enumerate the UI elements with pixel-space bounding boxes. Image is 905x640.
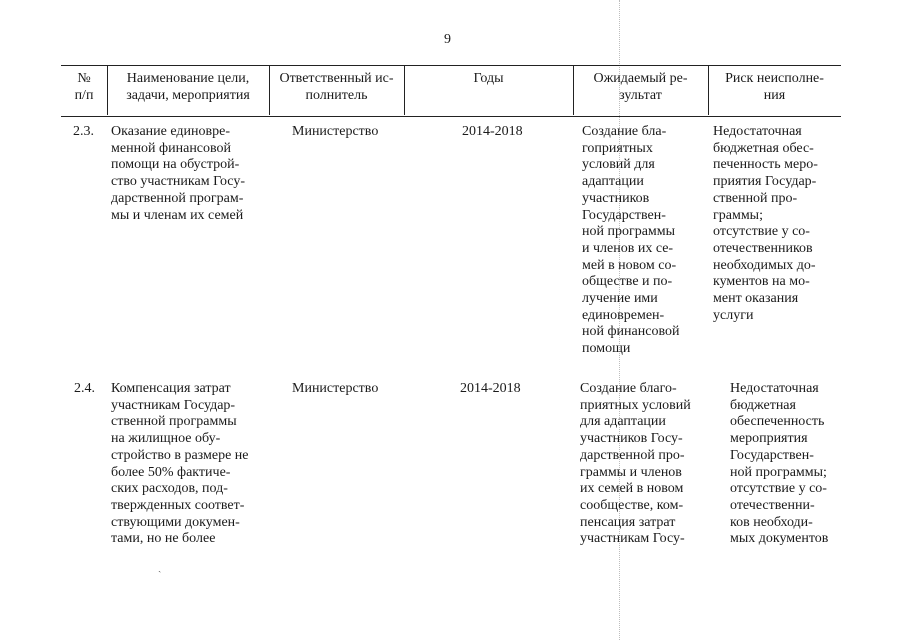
header-risk: Риск неисполне- ния — [725, 71, 824, 103]
row-number: 2.3. — [73, 124, 94, 139]
non-execution-risk: Недостаточная бюджетная обес- печенность меро- приятия Государ- ственной про- граммы; отсутствие у со- отечественников необходимых до- кументов на мо- мент оказания услуги — [713, 124, 818, 323]
header-executor: Ответственный ис- полнитель — [279, 71, 394, 103]
measure-name: Оказание единовре- менной финансовой помощи на обустрой- ство участникам Госу- дарственной програм- мы и членам их семей — [111, 124, 245, 223]
header-num: № п/п — [74, 71, 94, 103]
row-number: 2.4. — [74, 381, 95, 396]
non-execution-risk: Недостаточная бюджетная обеспеченность мероприятия Государствен- ной программы; отсутствие у со- отечественни- ков необходи- мых документов — [730, 381, 829, 547]
header-years: Годы — [473, 71, 504, 86]
table-header — [61, 65, 841, 117]
page-number: 9 — [444, 32, 451, 47]
expected-result: Создание благо- приятных условий для адаптации участников Госу- дарственной про- граммы и членов их семей в новом сообществе, ком- пенсация затрат участникам Госу- — [580, 381, 691, 547]
responsible-executor: Министерство — [292, 381, 379, 396]
header-name: Наименование цели, задачи, мероприятия — [126, 71, 250, 103]
scan-artifact: ˎ — [158, 562, 162, 573]
header-result: Ожидаемый ре- зультат — [593, 71, 688, 103]
responsible-executor: Министерство — [292, 124, 379, 139]
years: 2014-2018 — [460, 381, 521, 396]
expected-result: Создание бла- гоприятных условий для адаптации участников Государствен- ной программы и членов их се- мей в новом со- обществе и по- лучение ими единовремен- ной финансовой помощи — [582, 124, 680, 357]
years: 2014-2018 — [462, 124, 523, 139]
measure-name: Компенсация затрат участникам Государ- ственной программы на жилищное обу- стройство в размере не более 50% фактиче- ских расходов, под- твержденных соответ- ствующими докумен- тами, но не более — [111, 381, 249, 547]
